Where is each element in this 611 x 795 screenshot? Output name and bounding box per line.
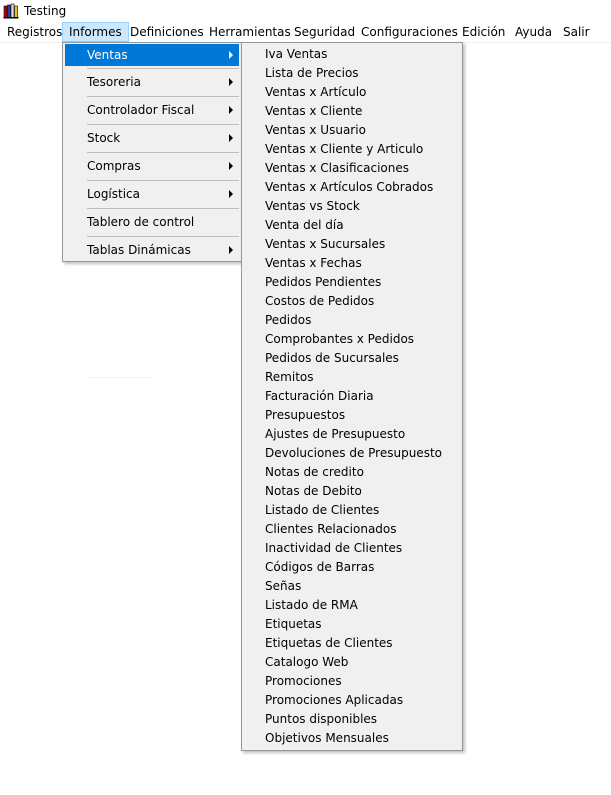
menu-item-label: Stock [87, 131, 121, 145]
submenu-item[interactable]: Ventas x Artículos Cobrados [265, 180, 434, 194]
submenu-item[interactable]: Promociones [265, 674, 342, 688]
menu-seguridad[interactable]: Seguridad [294, 25, 356, 39]
submenu-item[interactable]: Catalogo Web [265, 655, 349, 669]
submenu-item[interactable]: Listado de RMA [265, 598, 358, 612]
menu-configuraciones[interactable]: Configuraciones [361, 25, 458, 39]
menu-item-ventas[interactable] [65, 44, 239, 66]
window-title: Testing [24, 4, 67, 18]
chevron-right-icon [229, 134, 233, 142]
submenu-item[interactable]: Clientes Relacionados [265, 522, 397, 536]
menu-item-label: Tesoreria [87, 75, 141, 89]
submenu-item[interactable]: Pedidos de Sucursales [265, 351, 399, 365]
submenu-item[interactable]: Venta del día [265, 218, 344, 232]
ventas-submenu [241, 42, 463, 751]
menu-separator [87, 236, 239, 237]
menu-item-label: Tablas Dinámicas [87, 243, 191, 257]
submenu-item[interactable]: Puntos disponibles [265, 712, 378, 726]
menu-separator [87, 208, 239, 209]
submenu-item[interactable]: Listado de Clientes [265, 503, 380, 517]
submenu-item[interactable]: Ventas x Sucursales [265, 237, 386, 251]
submenu-item[interactable]: Iva Ventas [265, 47, 328, 61]
chevron-right-icon [229, 190, 233, 198]
submenu-item[interactable]: Inactividad de Clientes [265, 541, 403, 555]
submenu-item[interactable]: Facturación Diaria [265, 389, 374, 403]
chevron-right-icon [229, 246, 233, 254]
background-divider [88, 377, 154, 378]
menu-item-compras[interactable] [65, 155, 239, 177]
submenu-item[interactable]: Devoluciones de Presupuesto [265, 446, 442, 460]
chevron-right-icon [229, 162, 233, 170]
menu-item-label: Tablero de control [87, 215, 195, 229]
submenu-item[interactable]: Promociones Aplicadas [265, 693, 404, 707]
menu-item-label: Ventas [87, 48, 128, 62]
chevron-right-icon [229, 51, 233, 59]
submenu-item[interactable]: Costos de Pedidos [265, 294, 375, 308]
menu-definiciones[interactable]: Definiciones [130, 25, 204, 39]
menu-ayuda[interactable]: Ayuda [515, 25, 553, 39]
menu-item-tesoreria[interactable] [65, 71, 239, 93]
chevron-right-icon [229, 106, 233, 114]
submenu-item[interactable]: Ventas x Fechas [265, 256, 362, 270]
menu-separator [87, 180, 239, 181]
submenu-item[interactable]: Notas de credito [265, 465, 364, 479]
menu-herramientas[interactable]: Herramientas [209, 25, 291, 39]
submenu-item[interactable]: Remitos [265, 370, 314, 384]
submenu-item[interactable]: Pedidos [265, 313, 312, 327]
menu-edicion[interactable]: Edición [462, 25, 506, 39]
app-books-icon[interactable] [3, 3, 19, 19]
submenu-item[interactable]: Presupuestos [265, 408, 346, 422]
submenu-item[interactable]: Ventas vs Stock [265, 199, 360, 213]
menu-separator [87, 124, 239, 125]
submenu-item[interactable]: Códigos de Barras [265, 560, 375, 574]
submenu-item[interactable]: Ventas x Usuario [265, 123, 366, 137]
title-bar [0, 0, 611, 22]
menu-separator [87, 152, 239, 153]
submenu-item[interactable]: Pedidos Pendientes [265, 275, 382, 289]
menu-item-label: Logística [87, 187, 141, 201]
submenu-item[interactable]: Ventas x Artículo [265, 85, 367, 99]
menu-item-tablero-de-control[interactable] [65, 211, 239, 233]
menu-item-controlador-fiscal[interactable] [65, 99, 239, 121]
submenu-item[interactable]: Ventas x Clasificaciones [265, 161, 409, 175]
informes-dropdown [62, 42, 242, 262]
chevron-right-icon [229, 78, 233, 86]
submenu-item[interactable]: Lista de Precios [265, 66, 359, 80]
submenu-item[interactable]: Notas de Debito [265, 484, 362, 498]
submenu-item[interactable]: Comprobantes x Pedidos [265, 332, 415, 346]
menu-item-stock[interactable] [65, 127, 239, 149]
menu-item-label: Compras [87, 159, 141, 173]
submenu-item[interactable]: Ventas x Cliente y Articulo [265, 142, 424, 156]
menu-item-label: Controlador Fiscal [87, 103, 195, 117]
menu-separator [87, 96, 239, 97]
submenu-item[interactable]: Ventas x Cliente [265, 104, 363, 118]
submenu-item[interactable]: Señas [265, 579, 302, 593]
menu-informes[interactable]: Informes [62, 22, 129, 42]
submenu-item[interactable]: Ajustes de Presupuesto [265, 427, 406, 441]
submenu-item[interactable]: Etiquetas [265, 617, 322, 631]
menu-separator [87, 68, 239, 69]
menu-registros[interactable]: Registros [7, 25, 63, 39]
menu-bar [0, 22, 611, 43]
submenu-item[interactable]: Objetivos Mensuales [265, 731, 389, 745]
menu-salir[interactable]: Salir [563, 25, 590, 39]
menu-item-logistica[interactable] [65, 183, 239, 205]
menu-item-tablas-dinamicas[interactable] [65, 239, 239, 261]
submenu-item[interactable]: Etiquetas de Clientes [265, 636, 393, 650]
